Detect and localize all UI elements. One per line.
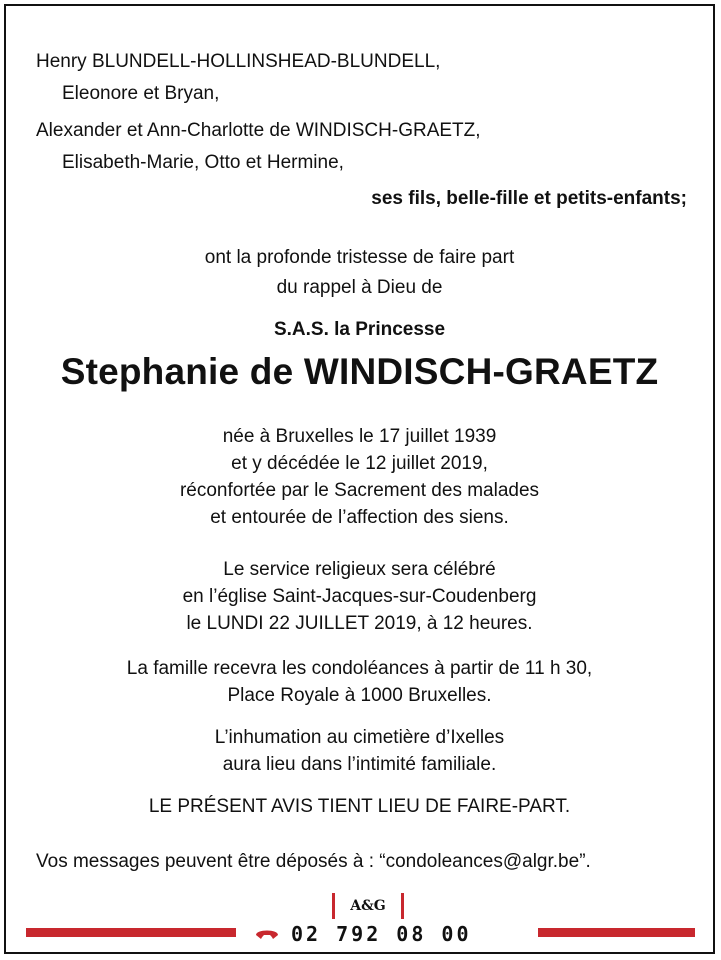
service-line-2: en l’église Saint-Jacques-sur-Coudenberg <box>182 586 537 607</box>
announcement-line-2: du rappel à Dieu de <box>276 277 443 298</box>
family-line-1: Henry BLUNDELL-HOLLINSHEAD-BLUNDELL, <box>36 51 441 72</box>
details-line-4: et entourée de l’affection des siens. <box>210 507 509 528</box>
phone-number: 02 792 08 00 <box>291 922 472 946</box>
family-line-4: Elisabeth-Marie, Otto et Hermine, <box>62 152 344 173</box>
family-line-2: Eleonore et Bryan, <box>62 83 220 104</box>
burial-line-2: aura lieu dans l’intimité familiale. <box>222 754 497 775</box>
announcement-line-1: ont la profonde tristesse de faire part <box>204 247 515 268</box>
footer-right-bar <box>538 928 695 937</box>
details-line-2: et y décédée le 12 juillet 2019, <box>231 453 488 474</box>
details-line-1: née à Bruxelles le 17 juillet 1939 <box>222 426 497 447</box>
notice-statement: LE PRÉSENT AVIS TIENT LIEU DE FAIRE-PART. <box>148 796 571 817</box>
death-notice <box>4 4 715 954</box>
burial-line-1: L’inhumation au cimetière d’Ixelles <box>214 727 505 748</box>
messages-line: Vos messages peuvent être déposés à : “condoleances@algr.be”. <box>36 851 591 872</box>
condolences-line-1: La famille recevra les condoléances à partir de 11 h 30, <box>126 658 593 679</box>
condolences-line-2: Place Royale à 1000 Bruxelles. <box>227 685 492 706</box>
phone-icon <box>253 920 281 948</box>
deceased-name: Stephanie de WINDISCH-GRAETZ <box>60 351 659 392</box>
family-line-3: Alexander et Ann-Charlotte de WINDISCH-GRAETZ, <box>36 120 481 141</box>
phone-contact <box>253 920 472 948</box>
family-relation: ses fils, belle-fille et petits-enfants; <box>371 188 687 209</box>
deceased-title: S.A.S. la Princesse <box>273 319 446 340</box>
service-line-1: Le service religieux sera célébré <box>223 559 496 580</box>
footer-left-bar <box>26 928 236 937</box>
details-line-3: réconfortée par le Sacrement des malades <box>179 480 540 501</box>
funeral-home-logo: A&G <box>332 893 404 919</box>
service-line-3: le LUNDI 22 JUILLET 2019, à 12 heures. <box>186 613 533 634</box>
